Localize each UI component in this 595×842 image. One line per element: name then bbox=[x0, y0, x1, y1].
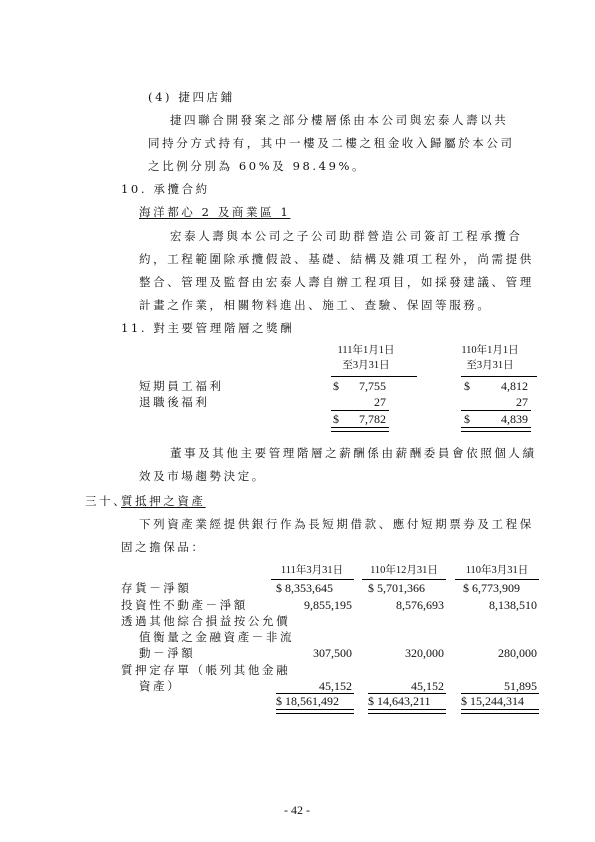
section-4-para-line: 同持分方式持有，其中一樓及二樓之租金收入歸屬於本公司 bbox=[148, 136, 515, 150]
s30-row-value: 45,152 bbox=[411, 679, 444, 693]
section-10-para-line: 宏泰人壽與本公司之子公司助群營造公司簽訂工程承攬合 bbox=[170, 229, 523, 243]
section-10-para-line: 整合、管理及監督由宏泰人壽自辦工程項目，如採發建議、管理 bbox=[139, 275, 534, 289]
section-30-intro-line: 下列資產業經提供銀行作為長短期借款、應付短期票券及工程保 bbox=[139, 517, 534, 531]
s30-row-label: 存貨－淨額 bbox=[121, 581, 192, 595]
s30-total-double-rule bbox=[276, 709, 354, 714]
section-30-intro-line: 固之擔保品： bbox=[121, 540, 206, 554]
section-30-number: 三十、 bbox=[85, 494, 128, 508]
s11-col1-header-line2: 至3月31日 bbox=[342, 360, 390, 371]
s11-row-label: 短期員工福利 bbox=[139, 379, 224, 393]
s11-col2-header-rule bbox=[461, 376, 537, 377]
page-number: - 42 - bbox=[284, 803, 310, 817]
s30-row-label: 投資性不動產－淨額 bbox=[121, 598, 248, 612]
s11-col1-header-line1: 111年1月1日 bbox=[337, 345, 395, 356]
section-4-para-line: 捷四聯合開發案之部分樓層係由本公司與宏泰人壽以共 bbox=[170, 113, 509, 127]
s30-header-rule bbox=[455, 579, 539, 580]
s30-row-value: $ 8,353,645 bbox=[276, 581, 333, 595]
s30-header-rule bbox=[271, 579, 354, 580]
s11-subtotal-rule bbox=[461, 410, 531, 411]
section-10-subheading: 海洋都心 2 及商業區 1 bbox=[139, 205, 291, 219]
section-10-para-line: 約，工程範圍除承攬假設、基礎、結構及雜項工程外，尚需提供 bbox=[139, 252, 534, 266]
s30-total-value: $ 18,561,492 bbox=[276, 694, 339, 708]
s30-col-header: 110年3月31日 bbox=[465, 565, 529, 576]
s30-total-double-rule bbox=[368, 709, 446, 714]
s30-row-label: 質押定存單（帳列其他金融 bbox=[121, 663, 291, 677]
s30-row-value: $ 6,773,909 bbox=[463, 581, 520, 595]
s30-row-value: 8,576,693 bbox=[396, 598, 444, 612]
s30-total-double-rule bbox=[461, 709, 539, 714]
s11-row-label: 退職後福利 bbox=[139, 395, 210, 409]
s30-total-value: $ 14,643,211 bbox=[368, 694, 431, 708]
s11-row-value: 4,812 bbox=[501, 379, 528, 393]
s30-row-value: $ 5,701,366 bbox=[368, 581, 425, 595]
s11-subtotal-rule bbox=[331, 410, 389, 411]
s11-row-currency: $ bbox=[464, 379, 470, 393]
section-11-heading: 11. 對主要管理階層之獎酬 bbox=[121, 321, 295, 335]
s30-row-label: 資產） bbox=[139, 679, 182, 693]
s11-total-value: 7,782 bbox=[359, 412, 386, 426]
s30-row-label: 值衡量之金融資產－非流 bbox=[139, 630, 295, 644]
s30-row-value: 320,000 bbox=[405, 646, 444, 660]
s11-note-line: 效及市場趨勢決定。 bbox=[139, 469, 266, 483]
s30-row-label: 動－淨額 bbox=[139, 646, 196, 660]
s30-row-value: 9,855,195 bbox=[304, 598, 352, 612]
s30-col-header: 111年3月31日 bbox=[280, 565, 344, 576]
s30-row-value: 51,895 bbox=[504, 679, 537, 693]
s30-row-value: 45,152 bbox=[319, 679, 352, 693]
s11-row-value: 7,755 bbox=[359, 379, 386, 393]
section-4-heading: (4) 捷四店鋪 bbox=[148, 90, 235, 104]
s11-total-double-rule bbox=[461, 427, 531, 432]
s11-col2-header-line2: 至3月31日 bbox=[466, 360, 514, 371]
s11-total-currency: $ bbox=[464, 412, 470, 426]
s11-row-currency: $ bbox=[333, 379, 339, 393]
s30-row-value: 307,500 bbox=[313, 646, 352, 660]
s30-col-header: 110年12月31日 bbox=[370, 565, 438, 576]
s30-row-label: 透過其他綜合損益按公允價 bbox=[121, 614, 291, 628]
section-10-para-line: 計畫之作業，相關物料進出、施工、查驗、保固等服務。 bbox=[139, 298, 492, 312]
s11-col1-header-rule bbox=[331, 376, 417, 377]
s30-row-value: 280,000 bbox=[498, 646, 537, 660]
s11-total-double-rule bbox=[331, 427, 389, 432]
s11-row-value: 27 bbox=[374, 395, 386, 409]
s11-col2-header-line1: 110年1月1日 bbox=[461, 345, 519, 356]
section-4-para-line: 之比例分別為 60%及 98.49%。 bbox=[148, 159, 367, 173]
s11-total-value: 4,839 bbox=[501, 412, 528, 426]
s11-note-line: 董事及其他主要管理階層之薪酬係由薪酬委員會依照個人績 bbox=[170, 446, 537, 460]
s30-header-rule bbox=[362, 579, 446, 580]
s30-total-value: $ 15,244,314 bbox=[461, 694, 524, 708]
s30-row-value: 8,138,510 bbox=[489, 598, 537, 612]
section-10-heading: 10. 承攬合約 bbox=[121, 182, 210, 196]
s11-total-currency: $ bbox=[333, 412, 339, 426]
s11-row-value: 27 bbox=[516, 395, 528, 409]
section-30-heading: 質抵押之資產 bbox=[121, 494, 206, 508]
